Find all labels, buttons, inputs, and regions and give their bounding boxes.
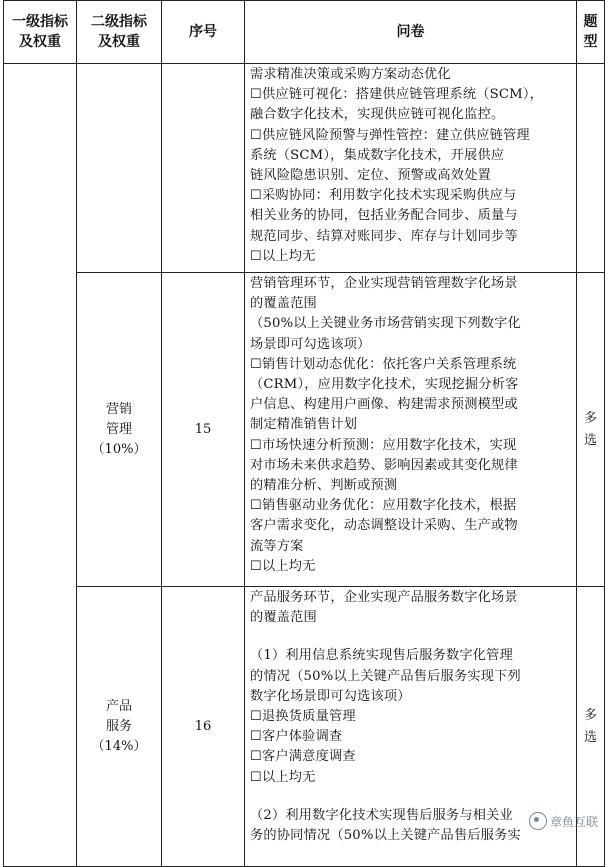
level2-label: 管理	[105, 421, 132, 437]
table-row	[4, 273, 605, 587]
header-level1: 一级指标及权重	[4, 1, 77, 64]
level2-cell	[77, 587, 162, 867]
level1-cell	[4, 64, 77, 867]
type-label: 多	[583, 410, 597, 426]
brand-logo-icon	[529, 812, 547, 830]
question-line: 流等方案	[250, 538, 304, 554]
question-line: ☐退换货质量管理	[250, 709, 356, 725]
question-line: ☐采购协同：利用数字化技术实现采购供应与	[250, 188, 517, 204]
type-cell	[577, 64, 605, 273]
header-level2: 二级指标及权重	[77, 1, 162, 64]
blank-line	[250, 628, 572, 646]
number-cell	[162, 64, 245, 273]
question-line: 户信息、构建用户画像、构建需求预测模型或	[250, 397, 518, 413]
question-line: ☐客户满意度调查	[250, 749, 356, 765]
watermark	[529, 812, 598, 830]
question-line: 数字化场景即可勾选该项）	[250, 688, 411, 704]
question-line: 场景即可勾选该项）	[250, 336, 371, 352]
blank-line	[250, 788, 572, 806]
question-line: ☐销售驱动业务优化：应用数字化技术，根据	[250, 498, 517, 514]
question-line: （1）利用信息系统实现售后服务数字化管理	[250, 648, 513, 664]
question-line: 产品服务环节，企业实现产品服务数字化场景	[250, 590, 518, 605]
question-cell	[245, 273, 577, 587]
survey-table	[3, 0, 605, 867]
question-line: （CRM），应用数字化技术，实现挖掘分析客	[250, 377, 519, 393]
question-cell	[245, 587, 577, 867]
table-header-row	[4, 1, 605, 64]
question-line: ☐以上均无	[250, 248, 316, 264]
question-line: 需求精准决策或采购方案动态优化	[250, 67, 451, 82]
question-line: 客户需求变化，动态调整设计采购、生产或物	[250, 518, 518, 534]
header-number: 序号	[162, 1, 245, 64]
question-line: ☐客户体验调查	[250, 729, 343, 745]
question-line: ☐市场快速分析预测：应用数字化技术，实现	[250, 437, 517, 453]
question-line: 的精准分析、判断或预测	[250, 478, 398, 494]
question-line: 务的协同情况（50%以上关键产品售后服务实	[250, 828, 521, 844]
watermark-text: 章鱼互联	[549, 814, 598, 829]
level2-label: 产品	[105, 698, 132, 714]
level2-weight: （10%）	[91, 441, 147, 457]
level2-weight: （14%）	[91, 738, 147, 754]
question-line: 规范同步、结算对账同步、库存与计划同步等	[250, 228, 518, 244]
table-row	[4, 587, 605, 867]
question-line: ☐销售计划动态优化：依托客户关系管理系统	[250, 356, 517, 372]
level2-cell	[77, 273, 162, 587]
type-label: 多	[583, 707, 597, 723]
type-cell	[577, 273, 605, 587]
question-line: 营销管理环节，企业实现营销管理数字化场景	[250, 276, 518, 291]
type-label: 选	[583, 432, 597, 448]
question-line: ☐供应链可视化：搭建供应链管理系统（SCM），	[250, 87, 544, 103]
question-line: 链风险隐患识别、定位、预警或高效处置	[250, 168, 491, 184]
number-cell: 16	[162, 587, 245, 867]
level2-cell	[77, 64, 162, 273]
question-line: 的覆盖范围	[250, 296, 317, 312]
question-line: ☐以上均无	[250, 558, 316, 574]
question-line: 的情况（50%以上关键产品售后服务实现下列	[250, 668, 521, 684]
header-type: 题型	[577, 1, 605, 64]
question-line: 融合数字化技术，实现供应链可视化监控。	[250, 107, 505, 123]
question-line: ☐供应链风险预警与弹性管控：建立供应链管理	[250, 127, 530, 143]
question-line: 制定精准销售计划	[250, 417, 358, 433]
table-row	[4, 64, 605, 273]
type-label: 选	[583, 729, 597, 745]
question-line: 相关业务的协同，包括业务配合同步、质量与	[250, 208, 518, 224]
question-line: （50%以上关键业务市场营销实现下列数字化	[250, 316, 521, 332]
level2-label: 营销	[105, 401, 132, 417]
number-cell: 15	[162, 273, 245, 587]
question-cell	[245, 64, 577, 273]
question-line: 系统（SCM），集成数字化技术，开展供应	[250, 147, 505, 163]
question-line: （2）利用数字化技术实现售后服务与相关业	[250, 807, 513, 823]
question-line: 对市场未来供求趋势、影响因素或其变化规律	[250, 457, 518, 473]
level2-label: 服务	[105, 718, 132, 734]
question-line: ☐以上均无	[250, 769, 316, 785]
header-questionnaire: 问卷	[245, 1, 577, 64]
question-line: 的覆盖范围	[250, 610, 317, 626]
